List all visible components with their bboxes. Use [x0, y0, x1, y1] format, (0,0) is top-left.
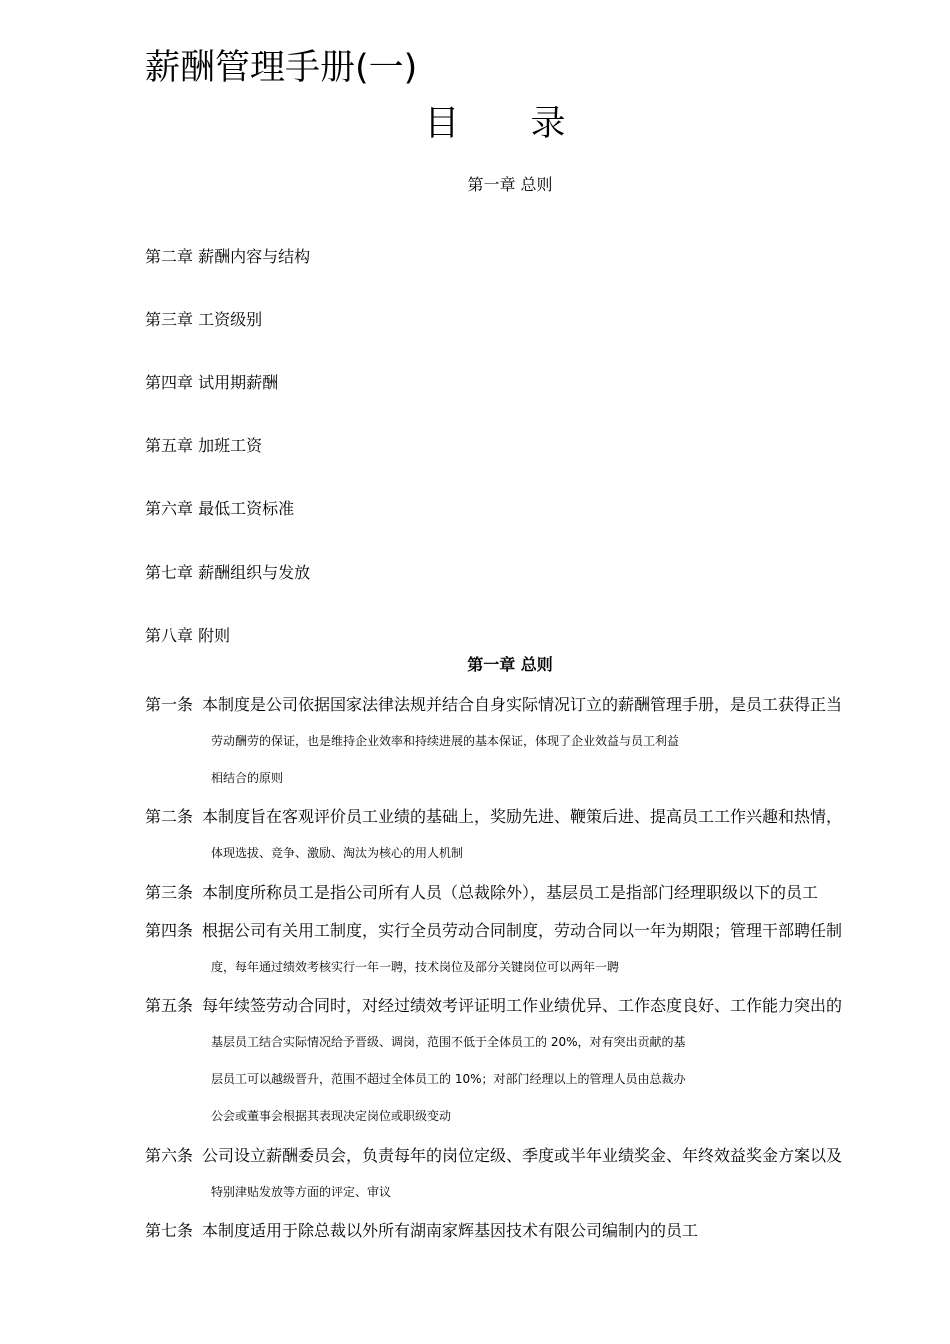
article-5 [145, 987, 877, 1123]
toc-item-chapter-7: 第七章 薪酬组织与发放 [145, 563, 311, 582]
article-label: 第六条 [145, 1146, 194, 1165]
toc-item-chapter-3: 第三章 工资级别 [145, 310, 263, 329]
article-line: 本制度所称员工是指公司所有人员（总裁除外），基层员工是指部门经理职级以下的员工 [202, 883, 819, 902]
article-label: 第七条 [145, 1221, 194, 1240]
toc-item-chapter-2: 第二章 薪酬内容与结构 [145, 247, 311, 266]
article-line: 公会或董事会根据其表现决定岗位或职级变动 [211, 1109, 452, 1123]
article-text [202, 1137, 877, 1211]
article-line: 特别津贴发放等方面的评定、审议 [211, 1185, 392, 1199]
toc-heading: 目 录 [424, 104, 596, 144]
article-label: 第二条 [145, 807, 194, 826]
article-6 [145, 1137, 877, 1199]
article-7 [145, 1212, 877, 1249]
article-line: 劳动酬劳的保证，也是维持企业效率和持续进展的基本保证，体现了企业效益与员工利益 [211, 734, 680, 748]
article-label: 第一条 [145, 695, 194, 714]
article-line: 本制度旨在客观评价员工业绩的基础上，奖励先进、鞭策后进、提高员工工作兴趣和热情， [202, 807, 843, 826]
article-line: 每年续签劳动合同时，对经过绩效考评证明工作业绩优异、工作态度良好、工作能力突出的 [202, 996, 843, 1015]
toc-item-chapter-6: 第六章 最低工资标准 [145, 499, 295, 518]
article-text [202, 874, 877, 911]
article-label: 第四条 [145, 921, 194, 940]
toc-item-chapter-8: 第八章 附则 [145, 626, 231, 645]
article-label: 第五条 [145, 996, 194, 1015]
toc-item-chapter-5: 第五章 加班工资 [145, 436, 263, 455]
document-title: 薪酬管理手册(一) [145, 48, 418, 88]
article-text [202, 1212, 877, 1249]
article-2 [145, 798, 877, 860]
article-1 [145, 686, 877, 785]
article-line: 基层员工结合实际情况给予晋级、调岗，范围不低于全体员工的 20%，对有突出贡献的基 [211, 1035, 686, 1049]
article-line: 本制度适用于除总裁以外所有湖南家辉基因技术有限公司编制内的员工 [202, 1221, 699, 1240]
chapter-1-title: 第一章 总则 [467, 655, 553, 674]
article-text [202, 686, 877, 797]
article-label: 第三条 [145, 883, 194, 902]
toc-item-chapter-4: 第四章 试用期薪酬 [145, 373, 279, 392]
article-4 [145, 912, 877, 974]
article-text [202, 798, 877, 872]
article-text [202, 987, 877, 1135]
article-line: 公司设立薪酬委员会，负责每年的岗位定级、季度或半年业绩奖金、年终效益奖金方案以及 [202, 1146, 843, 1165]
article-line: 本制度是公司依据国家法律法规并结合自身实际情况订立的薪酬管理手册，是员工获得正当 [202, 695, 843, 714]
article-text [202, 912, 877, 986]
toc-item-chapter-1: 第一章 总则 [467, 175, 553, 194]
article-line: 相结合的原则 [211, 771, 284, 785]
article-line: 层员工可以越级晋升，范围不超过全体员工的 10%；对部门经理以上的管理人员由总裁办 [211, 1072, 686, 1086]
article-3 [145, 874, 877, 911]
article-line: 根据公司有关用工制度，实行全员劳动合同制度，劳动合同以一年为期限；管理干部聘任制 [202, 921, 843, 940]
article-line: 度，每年通过绩效考核实行一年一聘，技术岗位及部分关键岗位可以两年一聘 [211, 960, 620, 974]
article-line: 体现选拔、竞争、激励、淘汰为核心的用人机制 [211, 846, 464, 860]
